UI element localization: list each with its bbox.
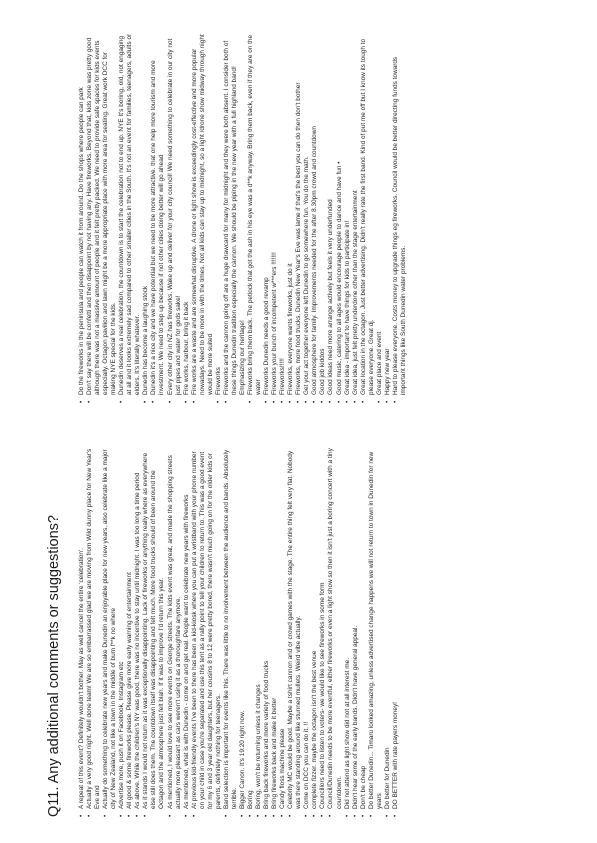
comment-item: • Bring fireworks back and make it better: [271, 445, 279, 817]
comments-column-right: [78, 31, 408, 403]
comment-item: • Fireworks Dunedin needs a good revamp: [263, 31, 271, 403]
comment-item: • Actually a very good night. Well done team! We are so embarrassed glad we are moving from Wild dunny place for New Year's Eve and: [86, 445, 102, 817]
comment-item: • Great place and event: [376, 31, 384, 403]
comment-item: • Happy new year: [384, 31, 392, 403]
comment-item: • Come on DCC you can do it. !!: [303, 445, 311, 817]
comment-item: • Boring: [247, 445, 255, 817]
comment-item: • Don't be cheap: [360, 445, 368, 817]
comment-item: • Candy floss machine please: [279, 445, 287, 817]
comment-item: • Good job kiddos: [319, 31, 327, 403]
comment-item: • Fireworks your bunch of incompetent w***ers !!!!!!!: [271, 31, 279, 403]
comment-item: • Council/Dunedin needs to be more eventful, either fireworks or even a light show so then it isn't just a boring concert with a tiny countdown.: [327, 445, 343, 817]
comment-item: • complete fizzer. maybe the octagon isn't the best venue: [311, 445, 319, 817]
comment-item: • Do better Dunedin... Timaru looked amazing, unless advertised change happens we will not return to town in Dunedin for new years: [368, 445, 384, 817]
comment-item: • Actually do something to celebrate new years and make Dunedin an enjoyable place for new years, also celebrate like a major city of New Zealand, not like a town in the middle of bum f**k no where: [102, 445, 118, 817]
comment-item: • Great location in the octagon. Just better advertising. Didn't really rate the first band. Kind of put me off but I know its tough to please everyone. Great dj.: [360, 31, 376, 403]
comment-item: • Good atmosphere for family. Improvements needed for the after 8.30pm crowd and countdown: [311, 31, 319, 403]
comment-item: • As mentioned, what is with Dunedin - come on and get real. People want to celebrate new years with fireworks: [183, 445, 191, 817]
comment-item: • Fire works, harbour, bring it back: [183, 31, 191, 403]
comment-item: • Great idea - important to have things for kids to participate in!: [344, 31, 352, 403]
comment-item: • Fireworks, everyone wants fireworks, just do it: [287, 31, 295, 403]
page-title: Q11. Any additional comments or suggestions?: [46, 515, 62, 817]
comment-item: • Don't say there will be confetti and then disappoint by not having any. Have fireworks. Beyond that, kids zone was pretty good although there was not a massive amount of people and it felt pretty packed. We need to provide safe spaces for kids events especially. Octagon pavilion and lawn might be a more appropriate place with more area for seating. Great work DCC for making NYE special for the kids.: [86, 31, 118, 403]
comment-item: • As mentioned, I would love to see more events on George streets. The kids event was great, and made the shopping streets actually more pleasant as cars weren't using it as a thoroughfare anymore.: [167, 445, 183, 817]
comment-item: • Bring back fireworks and more variety of food trucks: [263, 445, 271, 817]
comment-item: • Bigger Canon. It's 19:20 right now.: [239, 445, 247, 817]
comment-item: • Celebrity MC would be good. Maybe a tshirt cannon and or crowd games with the stage. The entire thing felt very flat. Nobody was there standing around like stunned mullets. Weird vibe actually.: [287, 445, 303, 817]
comment-item: • Get your act together everyone left Dunedin to go somewhere fun. You do the math.: [303, 31, 311, 403]
comment-item: • Councillors need to listen to voters- we would like to see fireworks in some form: [319, 445, 327, 817]
comment-item: • A repeat of this event? Definitely wouldn't bother. May as well cancel the entire 'celebration'.: [78, 445, 86, 817]
comment-item: • Fireworks!!!!!: [279, 31, 287, 403]
comment-item: • DO BETTER with rate payers money!: [392, 445, 400, 817]
comment-item: • Good music, catering to all ages would encourage people to dance and have fun •: [336, 31, 344, 403]
comment-item: • Do the fireworks in the peninsula and people can watch it from around. Do the shops where people can park: [78, 31, 86, 403]
comment-item: • Hard to please everyone. Costs money to upgrade things eg fireworks. Council would be better directing funds towards important things like South Dunedin water problems.: [392, 31, 408, 403]
comment-item: • Do better for Dunedin: [384, 445, 392, 817]
comment-item: • Dunedin has become a laughing stock: [142, 31, 150, 403]
comment-item: • Advertise more, push it on Facebook, Instagram etc: [118, 445, 126, 817]
comment-item: • Fireworks, more food trucks. Dunedin New Year's Eve was lame if that's the best you can do then don't bother: [295, 31, 303, 403]
comment-item: • Every other city in NZ has fireworks. Wake up and deliver for your city council! We need something to celebrate in our city not just pipes and water for gods sake!: [167, 31, 183, 403]
comment-item: • Didn't hear some of the early bands. Didn't have general appeal.: [352, 445, 360, 817]
comment-item: • Good ideas need more arrange actively but feels it very underfunded: [327, 31, 335, 403]
comment-item: • All good & some fireworks please. Please give more early warning of entertainment: [126, 445, 134, 817]
comment-item: • Fireworks bring them back. The petlock that got the ash in his eye was a d**k anyway. Bring them back, even if they are on the water: [247, 31, 263, 403]
comment-item: • As above. While the children's NY was good, there was no incentive to stay until midnight. I was too long a time period: [134, 445, 142, 817]
comment-item: • Fireworks: [215, 31, 223, 403]
comment-item: • As it stands I would not return as it was exceptionally disappointing. Lack of fireworks or anything really where as everywhere else still does them. The countdown itself was disappointing and felt much. More food trucks should of been around the Octagon and the atmosphere just felt blah. If it was to improve I'd return this year.: [142, 445, 166, 817]
comments-column-left: [78, 445, 400, 817]
comment-item: • Dunedin it's a nice city and we have potential but we need to be more attractive. that one help more tourism and more investment. We need to step up because if not other cities doing better will go ahead: [150, 31, 166, 403]
comment-item: • At previous kid-friendly events I've been to there has been a kid-kiosk where you can put a wristband with your phone number on your child in case you're separated and use this tent as a rally point to tell your children to return to. This was a good event for my 6 and 3 year old daughters, but her cousins 8 to 12 were pretty bored, there wasn't much going on for the older kids or parents, definitely nothing for teenagers.: [191, 445, 223, 817]
comment-item: • Fire works are a waste and are somewhat disruptive. A drone or light show is exceedingly cost-effective and more popular nowadays. Need to be more in with the times. Not all kids can stay up to midnight, so a light /drone show midway through night would be more suited: [191, 31, 215, 403]
comment-item: • Dunedin deserves a real celebration, the countdown is to start the celebration not to end up. NYE It's boring, old, not engaging at all and it looks extremely sad compared to other smaller cities in the South. It's not an event for families, teenagers, adults or elders. It's literally whatever.: [118, 31, 142, 403]
comment-item: • Did not attend as light show did not at all interest me.: [344, 445, 352, 817]
comment-item: • Great idea, just felt pretty underdone other than the stage entertainment: [352, 31, 360, 403]
comment-item: • Fireworks and the cannon going off are a huge drawcard for many for midnight and they were both absent. I consider both of these things Dunedin tradition especially the cannon. We should be piping in the new year with a full highland band! Emphasizing our heritage!: [223, 31, 247, 403]
comment-item: • Band selection is important for events like this. There was little to no involvement between the audience and bands. Absolutely terrible.: [223, 445, 239, 817]
comment-item: • Boring, won't be returning unless it changes: [255, 445, 263, 817]
